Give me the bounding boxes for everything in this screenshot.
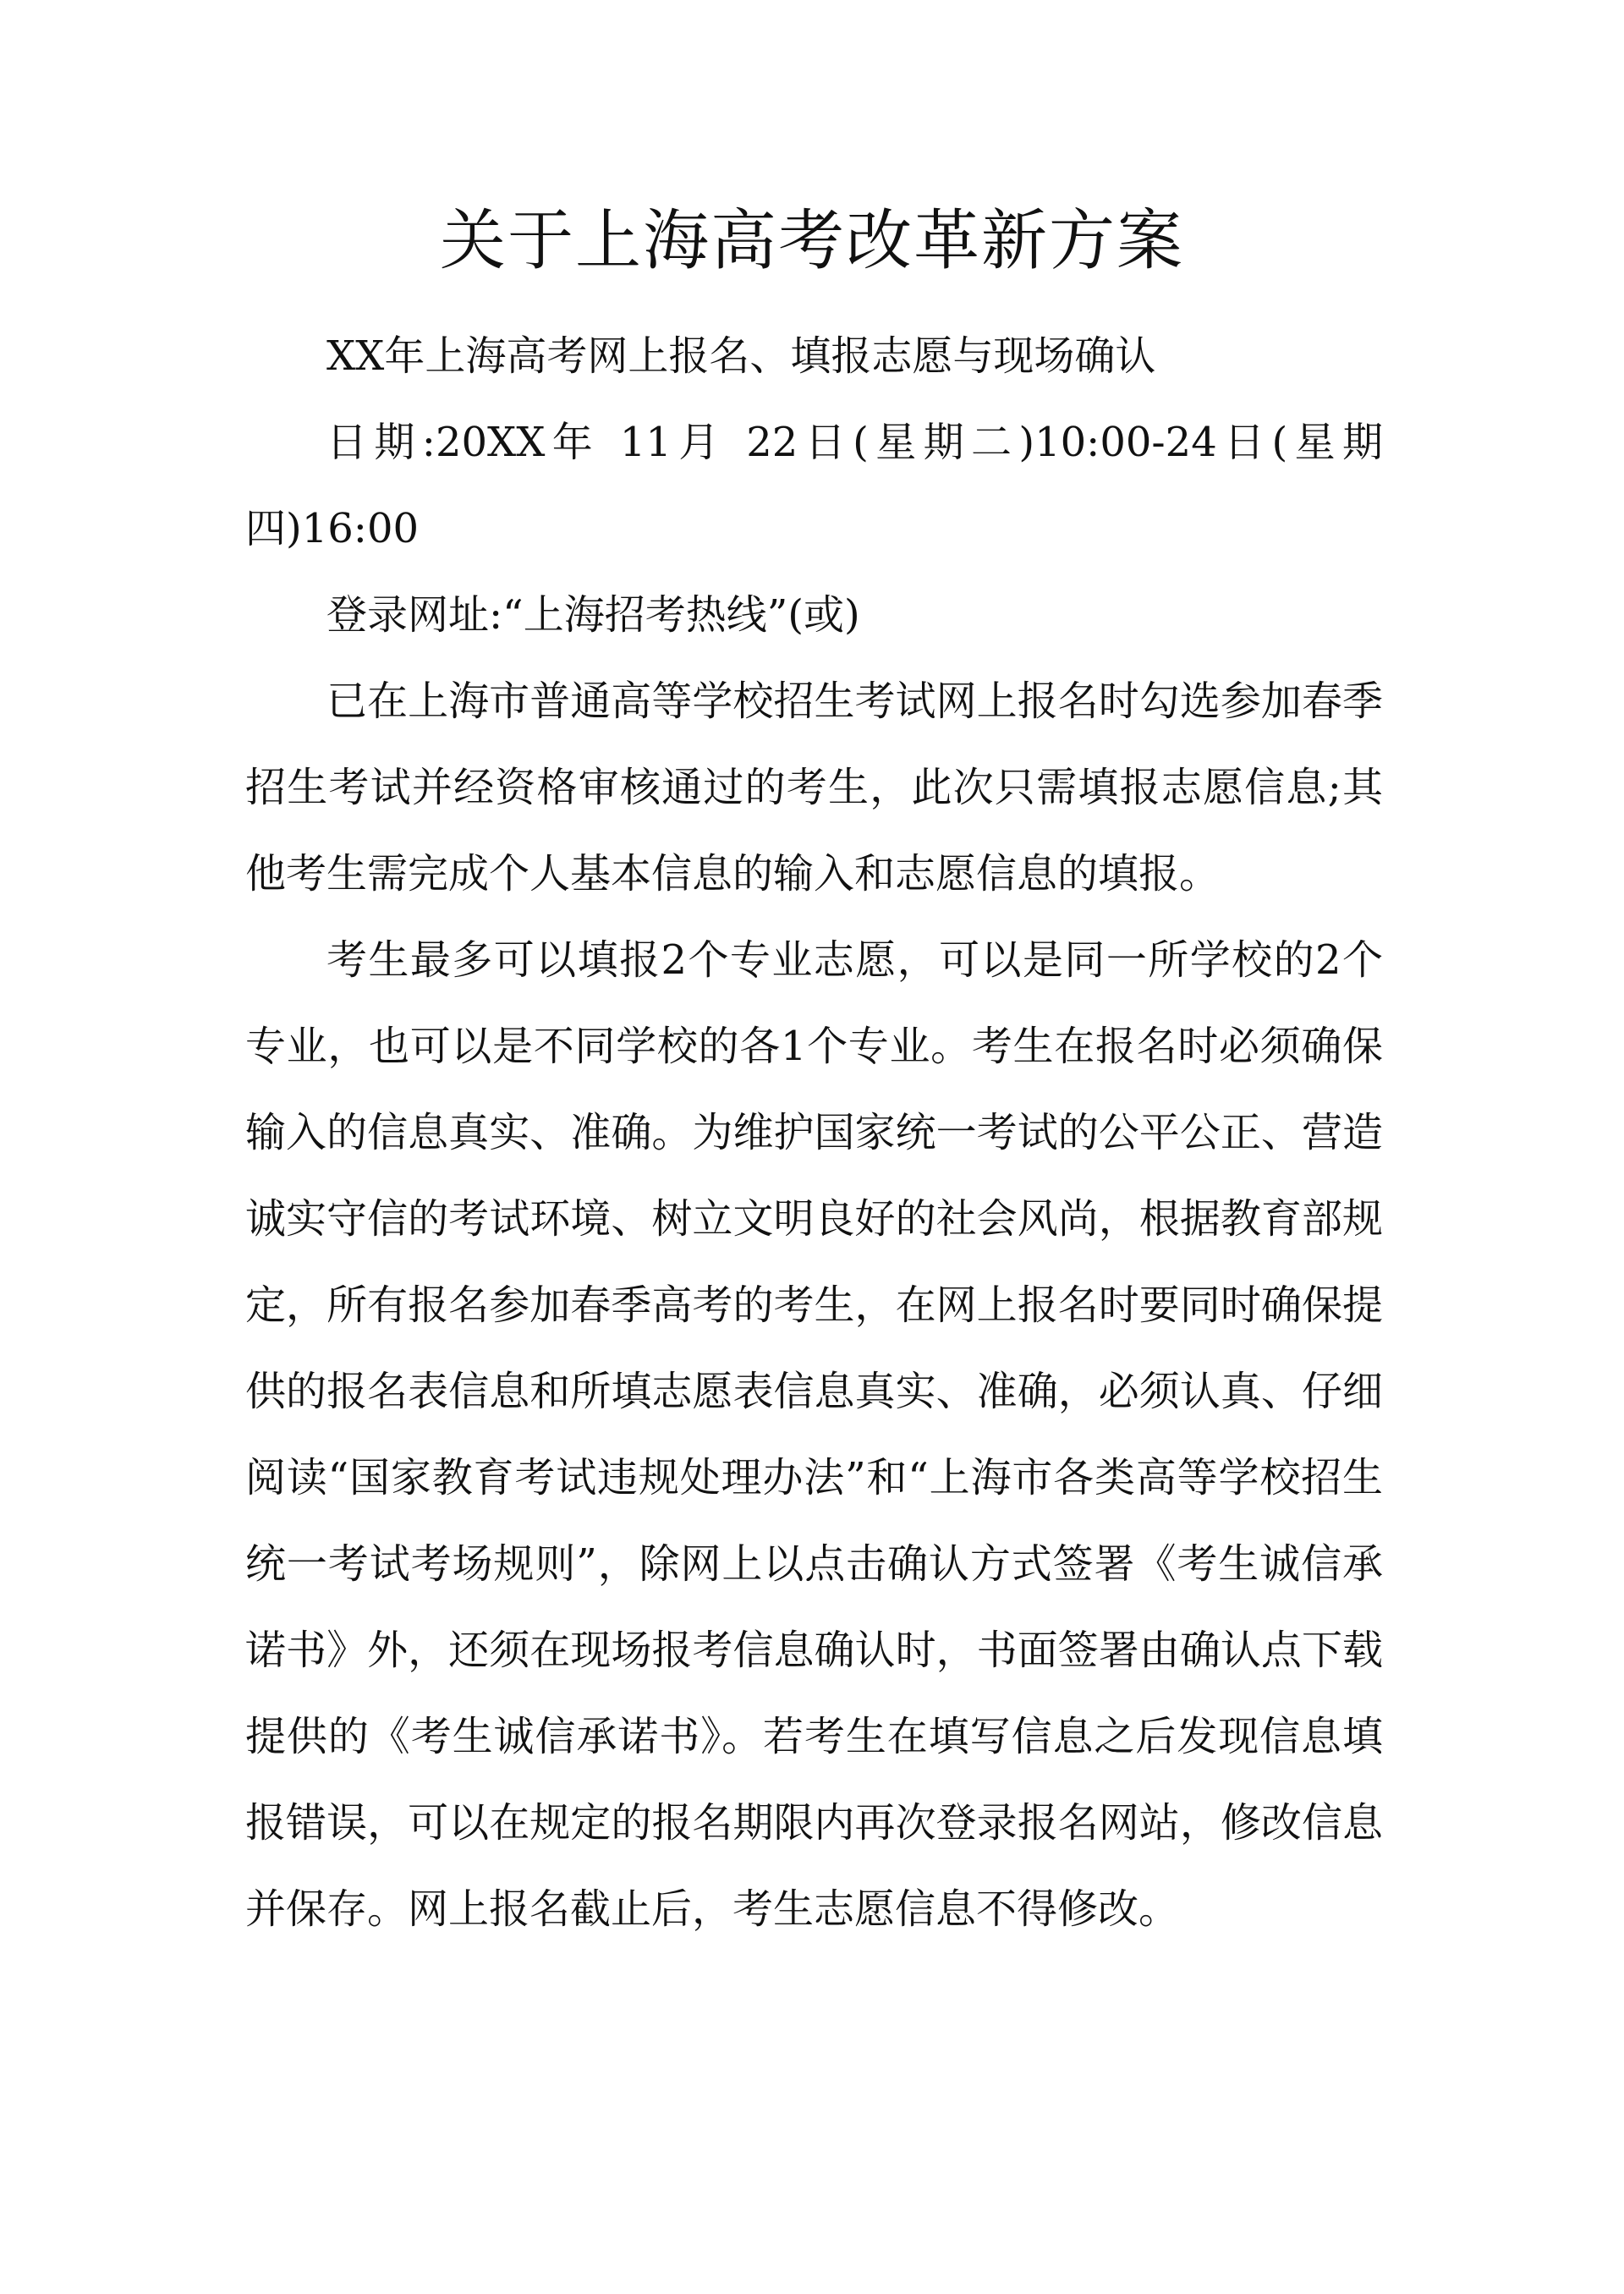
paragraph-volunteer-rules: 考生最多可以填报2个专业志愿，可以是同一所学校的2个专业，也可以是不同学校的各1个专业。考生在报名时必须确保输入的信息真实、准确。为维护国家统一考试的公平公正、营造诚实守信的考试环境、树立文明良好的社会风尚，根据教育部规定，所有报名参加春季高考的考生，在网上报名时要同时确保提供的报名表信息和所填志愿表信息真实、准确，必须认真、仔细阅读“国家教育考试违规处理办法”和“上海市各类高等学校招生统一考试考场规则”，除网上以点击确认方式签署《考生诚信承诺书》外，还须在现场报考信息确认时，书面签署由确认点下载提供的《考生诚信承诺书》。若考生在填写信息之后发现信息填报错误，可以在规定的报名期限内再次登录报名网站，修改信息并保存。网上报名截止后，考生志愿信息不得修改。 [245,936,1383,1933]
paragraph-eligibility: 已在上海市普通高等学校招生考试网上报名时勾选参加春季招生考试并经资格审核通过的考生，此次只需填报志愿信息;其他考生需完成个人基本信息的输入和志愿信息的填报。 [245,678,1383,897]
paragraph-login-url: 登录网址:“上海招考热线”(或) [326,591,860,639]
document-body [245,313,1383,1952]
paragraph-registration-heading: XX年上海高考网上报名、填报志愿与现场确认 [326,332,1156,380]
document-title: 关于上海高考改革新方案 [439,203,1184,279]
paragraph-date: 日期:20XX年 11月 22日(星期二)10:00-24日(星期四)16:00 [245,419,1383,552]
